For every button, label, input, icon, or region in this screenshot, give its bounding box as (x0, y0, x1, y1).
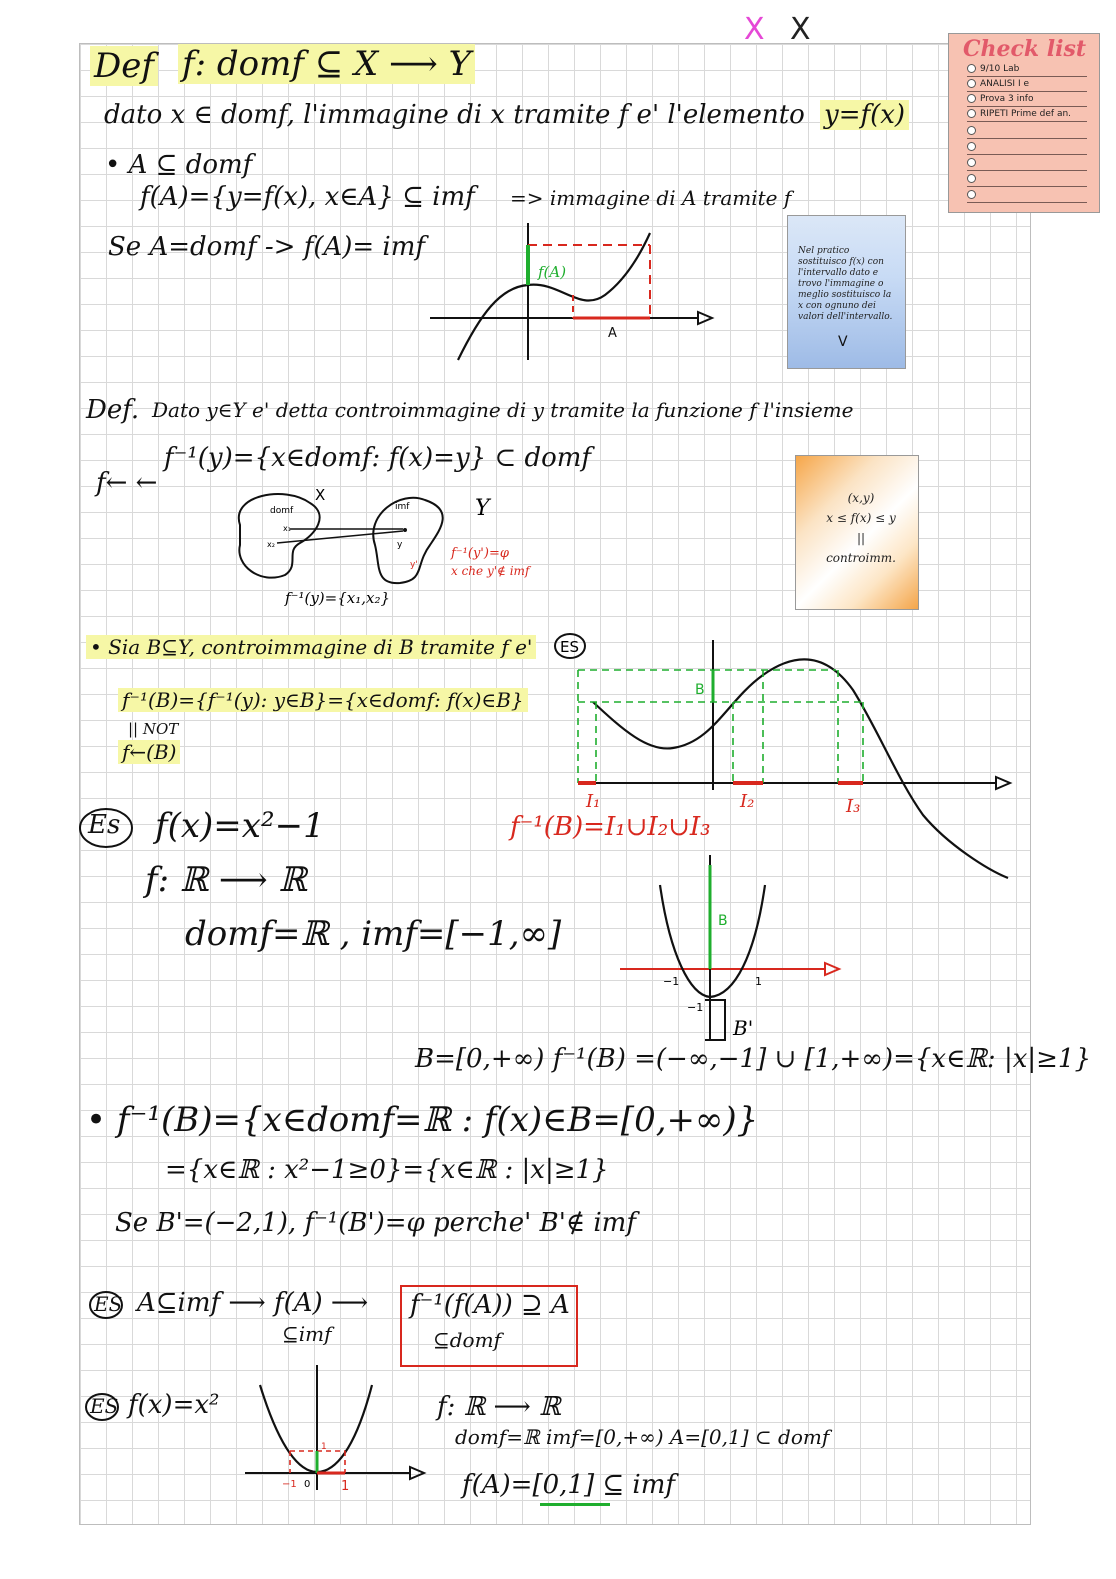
label-fA: f(A) (538, 263, 567, 281)
es4-label: ES (90, 1394, 119, 1418)
diagram-red-2: x che y'∉ imf (451, 564, 530, 578)
def-label: Def (90, 46, 158, 86)
practice-note-text: Nel pratico sostituisco f(x) con l'intervallo dato e trovo l'immagine o meglio sostituisco la x con ognuno dei valori dell'intervallo. (798, 246, 893, 322)
es2-line1: • f⁻¹(B)={x∈domf=ℝ : f(x)∈B=[0,+∞)} (86, 1100, 759, 1140)
label-y: y (397, 540, 403, 550)
es2-map: f: ℝ ⟶ ℝ (145, 860, 307, 900)
es3-text: A⊆imf ⟶ f(A) ⟶ (137, 1288, 369, 1318)
diagram-bottom-label: f⁻¹(y)={x₁,x₂} (285, 589, 391, 607)
def2-label: Def. (86, 395, 140, 425)
es2-domain: domf=ℝ , imf=[−1,∞] (185, 914, 562, 954)
es4-map: f: ℝ ⟶ ℝ (437, 1392, 561, 1422)
def1-y-eq: y=f(x) (820, 100, 909, 130)
image-arrow-text: => immagine di A tramite f (510, 186, 792, 210)
parabola-graph-2 (240, 1355, 430, 1495)
es3-box-formula: f⁻¹(f(A)) ⊇ A (410, 1290, 570, 1320)
label-Y: Y (475, 496, 490, 521)
label-minus1: −1 (282, 1479, 297, 1490)
point-y (403, 528, 407, 532)
label-x2: x₂ (267, 540, 275, 549)
es3-box-sub: ⊆domf (433, 1328, 501, 1352)
preimage-B-formula: f⁻¹(B)={f⁻¹(y): y∈B}={x∈domf: f(x)∈B} (118, 688, 528, 712)
check-circle-icon (967, 79, 976, 88)
x-arrow-icon (698, 312, 712, 324)
diagram-red-1: f⁻¹(y')=φ (451, 546, 509, 561)
image-graph (430, 215, 720, 365)
controimmagine-note-sticker (795, 455, 919, 610)
checklist-row: Prova 3 info (967, 94, 1087, 107)
checklist-row (967, 158, 1087, 171)
es2-line2: ={x∈ℝ : x²−1≥0}={x∈ℝ : |x|≥1} (165, 1155, 609, 1185)
label-y-minus1: −1 (687, 1001, 704, 1014)
not-label: || NOT (128, 720, 179, 738)
def2-text: Dato y∈Y e' detta controimmagine di y tramite la funzione f l'insieme (152, 398, 854, 422)
image-set-formula: f(A)={y=f(x), x∈A} ⊆ imf (140, 182, 475, 212)
checklist-title: Check list (963, 36, 1087, 62)
check-circle-icon (967, 109, 976, 118)
checklist-sticker (948, 33, 1100, 213)
check-circle-icon (967, 190, 976, 199)
es4-function: f(x)=x² (128, 1390, 220, 1420)
preimage-diagram (225, 485, 565, 615)
f-back-B: f←(B) (118, 740, 180, 764)
bullet-A-subset: • A ⊆ domf (105, 150, 253, 180)
es3-label: ES (94, 1292, 123, 1316)
label-zero: 0 (304, 1479, 311, 1490)
es2-label: Es (88, 810, 121, 840)
label-minus1: −1 (663, 975, 680, 988)
checklist-row (967, 126, 1087, 139)
label-plus1: 1 (755, 975, 762, 988)
practice-note-sticker (787, 215, 906, 369)
label-X: X (315, 486, 326, 504)
se-line: Se A=domf -> f(A)= imf (108, 232, 426, 262)
x-arrow-icon (410, 1467, 424, 1479)
label-A: A (608, 326, 617, 341)
label-x1: x₁ (283, 524, 291, 533)
x-arrow-icon (825, 963, 839, 975)
label-B: B (695, 682, 705, 698)
es2-B-line: B=[0,+∞) f⁻¹(B) =(−∞,−1] ∪ [1,+∞)={x∈ℝ: |x|≥1} (415, 1044, 1091, 1074)
practice-note-v: V (838, 334, 848, 350)
es4-domain: domf=ℝ imf=[0,+∞) A=[0,1] ⊂ domf (455, 1425, 830, 1449)
def1-signature: f: domf ⊆ X ⟶ Y (178, 44, 475, 84)
controimmagine-note-text: (x,y) x ≤ f(x) ≤ y || controimm. (826, 491, 896, 565)
check-circle-icon (967, 158, 976, 167)
label-I3: I₃ (846, 796, 861, 817)
label-B: B (718, 913, 728, 929)
Bprime-bracket (705, 1000, 725, 1040)
def1-text: dato x ∈ domf, l'immagine di x tramite f e' l'elemento (104, 100, 805, 130)
check-circle-icon (967, 64, 976, 73)
es2-function: f(x)=x²−1 (155, 806, 325, 846)
function-curve (458, 233, 650, 360)
pink-x-mark: X (744, 12, 765, 47)
checklist-row (967, 190, 1087, 203)
check-circle-icon (967, 174, 976, 183)
checklist-row: 9/10 Lab (967, 64, 1087, 77)
label-I2: I₂ (740, 791, 755, 812)
es3-sub: ⊆imf (282, 1322, 332, 1346)
preimage-union-result: f⁻¹(B)=I₁∪I₂∪I₃ (510, 812, 711, 842)
es4-fA: f(A)=[0,1] ⊆ imf (462, 1470, 676, 1500)
label-imf: imf (395, 502, 410, 512)
label-domf: domf (270, 506, 294, 516)
label-Bprime: B' (733, 1016, 754, 1040)
label-yprime: y' (410, 560, 418, 570)
es2-line3: Se B'=(−2,1), f⁻¹(B')=φ perche' B'∉ imf (115, 1208, 636, 1238)
arrow-x2-y (277, 531, 403, 543)
es-label: ES (560, 638, 579, 656)
preimage-B-bullet: • Sia B⊆Y, controimmagine di B tramite f e' (86, 635, 536, 659)
check-circle-icon (967, 126, 976, 135)
checklist-row (967, 174, 1087, 187)
preimage-y-formula: f⁻¹(y)={x∈domf: f(x)=y} ⊂ domf (164, 443, 592, 473)
label-plus1: 1 (341, 1479, 350, 1494)
check-circle-icon (967, 142, 976, 151)
f-prefix: f← ← (96, 468, 158, 498)
checklist-row: ANALISI I e (967, 79, 1087, 92)
x-arrow-icon (996, 777, 1010, 789)
label-y1: 1 (321, 1442, 327, 1452)
label-I1: I₁ (586, 791, 601, 812)
parabola-graph-1 (615, 845, 855, 1045)
checklist-row (967, 142, 1087, 155)
check-circle-icon (967, 94, 976, 103)
black-x-mark: X (790, 12, 811, 47)
fA-green-underline (540, 1503, 610, 1506)
checklist-row: RIPETI Prime def an. (967, 109, 1087, 122)
